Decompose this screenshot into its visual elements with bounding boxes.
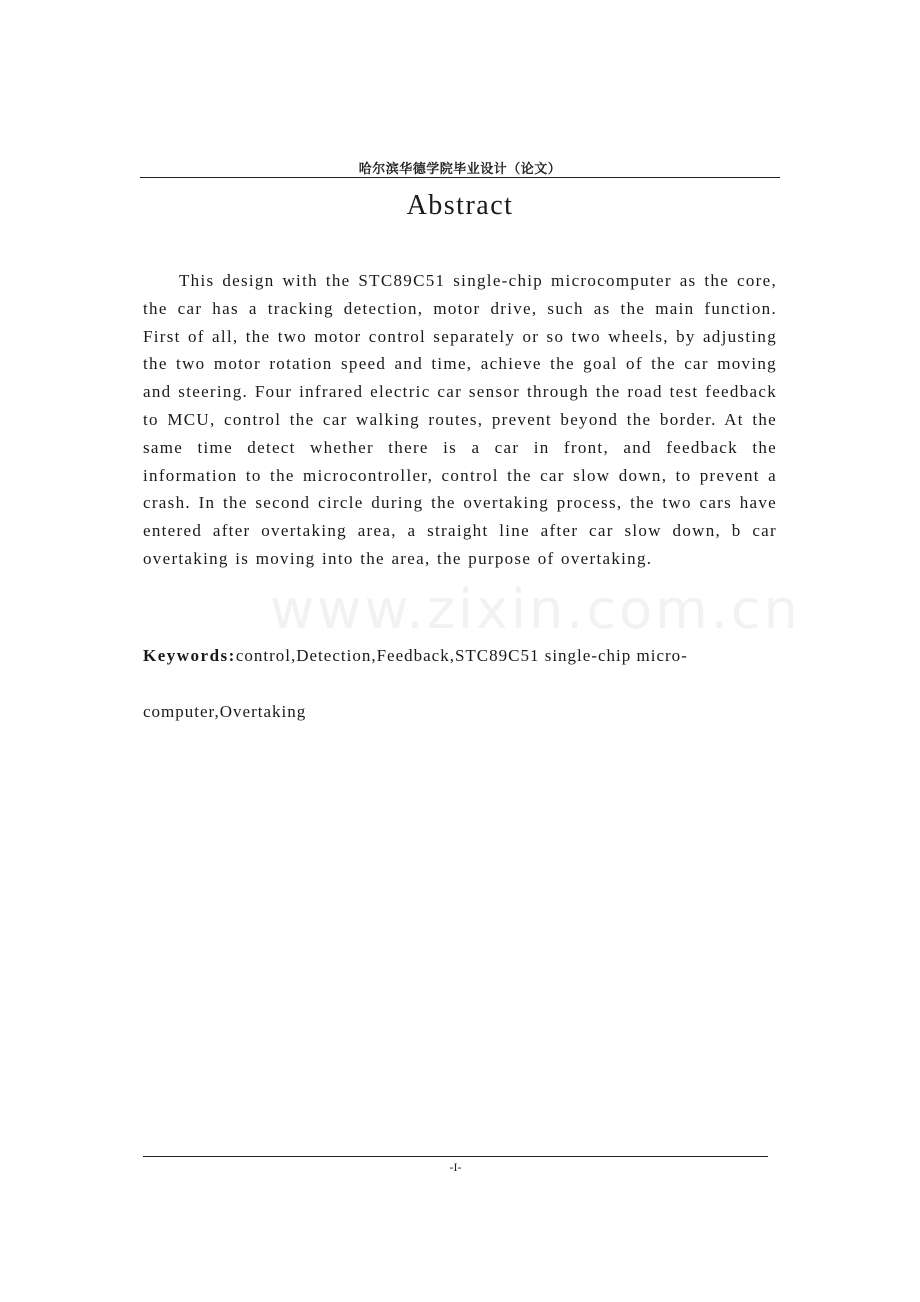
abstract-paragraph: This design with the STC89C51 single-chip microcomputer as the core, the car has a tracking detection, motor drive, such as the main function. First of all, the two motor control separately or so two wheels, by adjusting the two motor rotation speed and time, achieve the goal of the car moving and steering. Four infrared electric car sensor through the road test feedback to MCU, control the car walking routes, prevent beyond the border. At the same time detect whether there is a car in front, and feedback the information to the microcontroller, control the car slow down, to prevent a crash. In the second circle during the overtaking process, the two cars have entered after overtaking area, a straight line after car slow down, b car overtaking is moving into the area, the purpose of overtaking.: [143, 271, 777, 568]
keywords-label: Keywords:: [143, 646, 236, 665]
page-number: -I-: [449, 1160, 462, 1174]
header-divider: [140, 177, 780, 178]
watermark: www.zixin.com.cn: [270, 578, 801, 641]
keywords-value: control,Detection,Feedback,STC89C51 single-chip micro-computer,Overtaking: [143, 646, 688, 721]
running-header: 哈尔滨华德学院毕业设计（论文）: [358, 162, 562, 177]
page-title: Abstract: [406, 190, 514, 221]
footer-divider: [143, 1156, 768, 1157]
keywords-line: [143, 628, 777, 740]
